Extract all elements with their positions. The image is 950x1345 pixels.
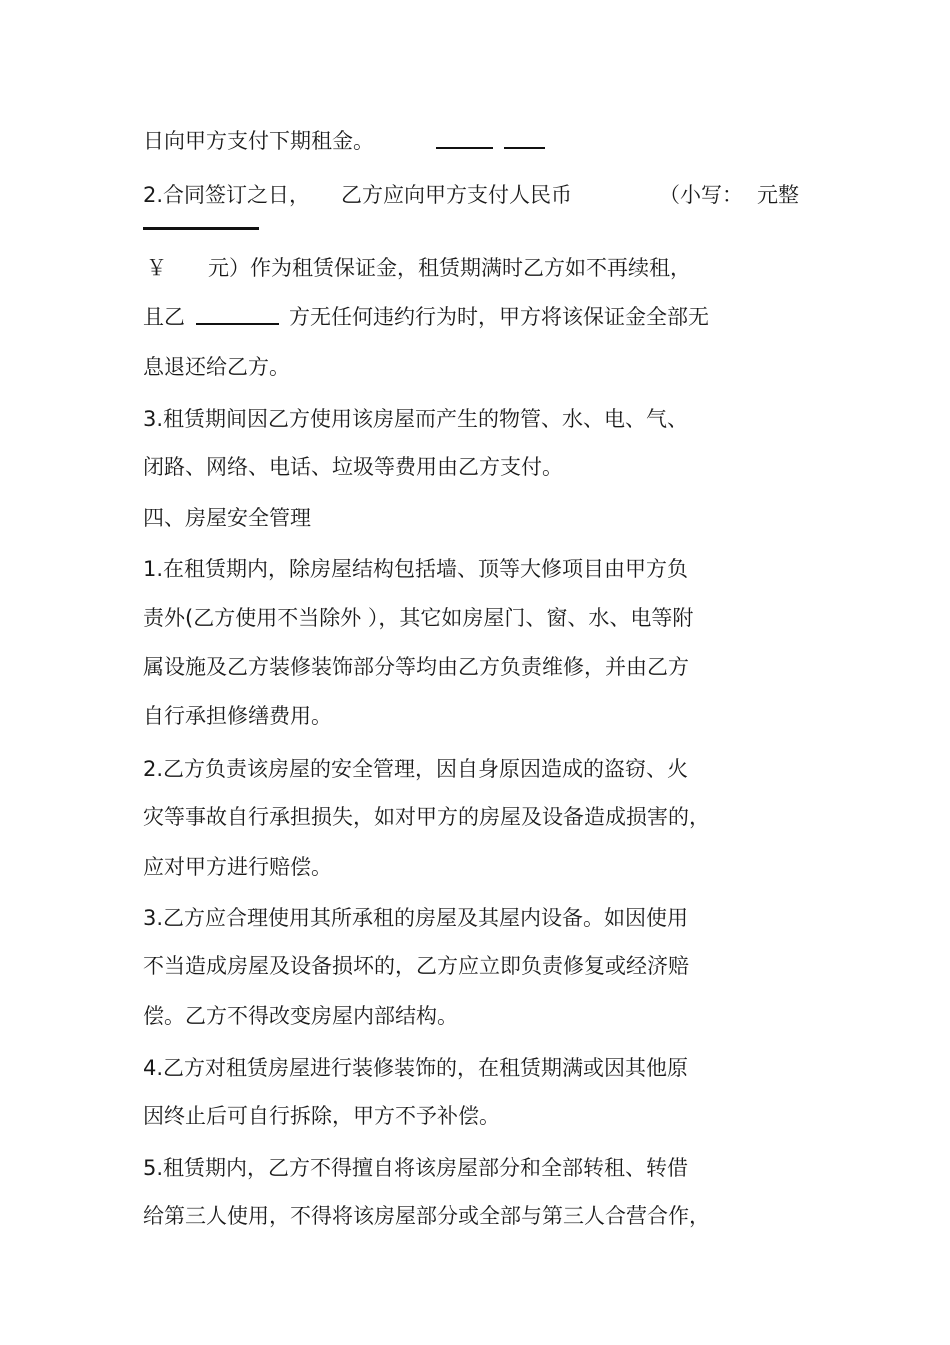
line-text: 且乙: [143, 305, 185, 329]
text-line-5: [143, 352, 290, 382]
text-line-16: [143, 903, 688, 933]
line-text: 自行承担修缮费用。: [143, 704, 332, 728]
text-line-13: [143, 754, 688, 784]
line-text: 息退还给乙方。: [143, 355, 290, 379]
text-line-12: [143, 701, 332, 731]
line-text: 乙方应向甲方支付人民币: [341, 183, 572, 207]
text-line-18: [143, 1001, 458, 1031]
line-text: 元整: [757, 183, 799, 207]
line-text: 不当造成房屋及设备损坏的，乙方应立即负责修复或经济赔: [143, 954, 689, 978]
section-heading: [143, 503, 311, 533]
line-text: 3.乙方应合理使用其所承租的房屋及其屋内设备。如因使用: [143, 906, 689, 930]
line-text: 5.租赁期内，乙方不得擅自将该房屋部分和全部转租、转借: [143, 1156, 689, 1180]
clause-number-text: 2.合同签订之日，: [143, 183, 311, 207]
text-line-6: [143, 404, 688, 434]
fill-blank-line: [504, 147, 545, 149]
text-line-15: [143, 852, 332, 882]
line-text: 1.在租赁期内，除房屋结构包括墙、顶等大修项目由甲方负: [143, 557, 689, 581]
currency-symbol: ￥: [146, 256, 167, 280]
text-line-2: [143, 180, 310, 210]
text-line-10: [143, 603, 693, 633]
line-text: 4.乙方对租赁房屋进行装修装饰的，在租赁期满或因其他原: [143, 1056, 689, 1080]
line-text: 因终止后可自行拆除，甲方不予补偿。: [143, 1104, 500, 1128]
line-text: 偿。乙方不得改变房屋内部结构。: [143, 1004, 458, 1028]
line-text: 责外(乙方使用不当除外 ），其它如房屋门、窗、水、电等附: [143, 606, 694, 630]
line-text: 给第三人使用，不得将该房屋部分或全部与第三人合营合作，: [143, 1204, 710, 1228]
text-line-3: [208, 253, 691, 283]
line-text: 日向甲方支付下期租金。: [143, 129, 374, 153]
text-line-4-part-b: [289, 302, 709, 332]
text-line-20: [143, 1101, 500, 1131]
line-text: （小写：: [659, 183, 743, 207]
line-text: 2.乙方负责该房屋的安全管理，因自身原因造成的盗窃、火: [143, 757, 689, 781]
text-line-3-currency: [146, 253, 167, 283]
fill-blank-line: [196, 323, 279, 325]
text-line-4: [143, 302, 185, 332]
text-line-22: [143, 1201, 710, 1231]
line-text: 3.租赁期间因乙方使用该房屋而产生的物管、水、电、气、: [143, 407, 689, 431]
text-line-1: [143, 126, 374, 156]
line-text: 灾等事故自行承担损失，如对甲方的房屋及设备造成损害的，: [143, 805, 710, 829]
text-line-2-part-b: [341, 180, 572, 210]
line-text: 闭路、网络、电话、垃圾等费用由乙方支付。: [143, 455, 563, 479]
text-line-2-part-c: [659, 180, 743, 210]
text-line-17: [143, 951, 689, 981]
line-text: 属设施及乙方装修装饰部分等均由乙方负责维修，并由乙方: [143, 655, 689, 679]
fill-blank-line: [436, 147, 493, 149]
line-text: 方无任何违约行为时，甲方将该保证金全部无: [289, 305, 709, 329]
line-text: 元）作为租赁保证金，租赁期满时乙方如不再续租，: [208, 256, 691, 280]
text-line-2-part-d: [757, 180, 799, 210]
text-line-21: [143, 1153, 688, 1183]
line-text: 应对甲方进行赔偿。: [143, 855, 332, 879]
text-line-19: [143, 1053, 688, 1083]
fill-blank-line: [143, 227, 259, 230]
text-line-7: [143, 452, 563, 482]
text-line-11: [143, 652, 689, 682]
text-line-9: [143, 554, 688, 584]
heading-text: 四、房屋安全管理: [143, 506, 311, 530]
text-line-14: [143, 802, 710, 832]
